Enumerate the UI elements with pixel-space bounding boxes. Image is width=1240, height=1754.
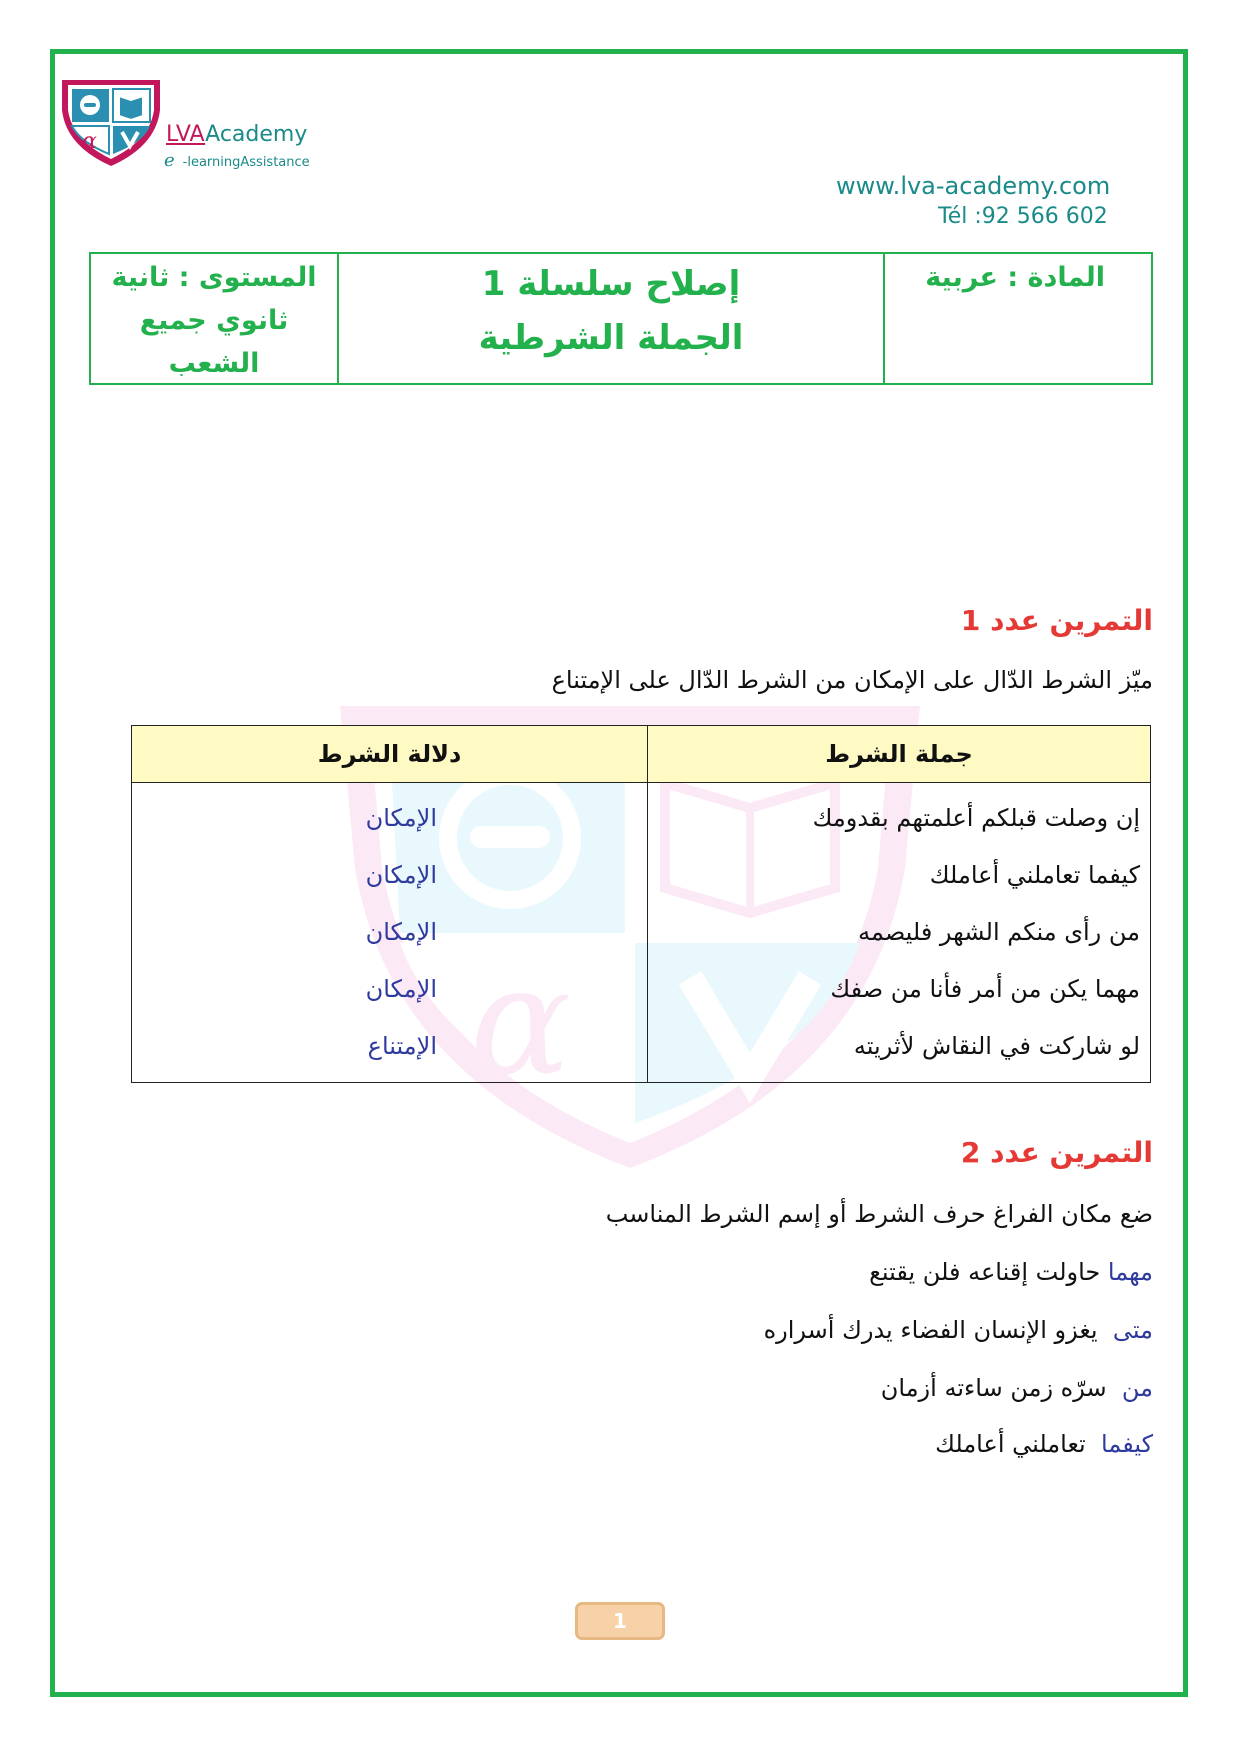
lesson-title: الجملة الشرطية <box>478 318 744 358</box>
svg-text:α: α <box>82 129 97 154</box>
subject-cell <box>885 254 1151 383</box>
meaning-cell: الإمتناع <box>132 1017 648 1083</box>
exercise1-heading: التمرين عدد 1 <box>960 604 1153 637</box>
answer-word: من <box>1121 1374 1153 1402</box>
answer-line <box>935 1430 1153 1458</box>
sentence-cell: كيفما تعاملني أعاملك <box>648 846 1151 903</box>
table-row <box>132 903 1151 960</box>
meaning-cell: الإمكان <box>132 960 648 1017</box>
subject-label: المادة : عربية <box>925 262 1105 293</box>
table-header-row <box>132 726 1151 783</box>
table-row <box>132 960 1151 1017</box>
answer-word: مهما <box>1107 1258 1153 1286</box>
table-row <box>132 1017 1151 1083</box>
level-line3: الشعب <box>168 348 260 379</box>
brand-academy: Academy <box>205 122 308 147</box>
answer-rest: حاولت إقناعه فلن يقتنع <box>869 1258 1101 1286</box>
exercise1-instruction: ميّز الشرط الدّال على الإمكان من الشرط الدّال على الإمتناع <box>551 666 1153 694</box>
tagline-text: -learningAssistance <box>182 155 310 170</box>
meaning-cell: الإمكان <box>132 783 648 847</box>
phone-number: Tél :92 566 602 <box>938 204 1108 229</box>
brand-tagline <box>164 150 310 171</box>
table-row <box>132 846 1151 903</box>
col-meaning-header: دلالة الشرط <box>132 726 648 783</box>
conditions-table <box>131 725 1151 1083</box>
svg-text:α: α <box>470 935 572 1109</box>
level-line1: المستوى : ثانية <box>111 262 317 293</box>
lva-academy-logo <box>58 76 164 168</box>
answer-rest: سرّه زمن ساءته أزمان <box>880 1374 1107 1402</box>
title-cell <box>339 254 885 383</box>
table-row <box>132 783 1151 847</box>
brand-name <box>166 122 307 147</box>
answer-rest: تعاملني أعاملك <box>935 1430 1086 1458</box>
meaning-cell: الإمكان <box>132 846 648 903</box>
answer-line <box>881 1374 1153 1402</box>
info-box <box>89 252 1153 385</box>
level-cell <box>91 254 339 383</box>
exercise2-heading: التمرين عدد 2 <box>960 1136 1153 1169</box>
page-number: 1 <box>575 1602 665 1640</box>
series-title: إصلاح سلسلة 1 <box>481 264 741 304</box>
col-sentence-header: جملة الشرط <box>648 726 1151 783</box>
exercise2-instruction: ضع مكان الفراغ حرف الشرط أو إسم الشرط المناسب <box>605 1200 1153 1228</box>
sentence-cell: إن وصلت قبلكم أعلمتهم بقدومك <box>648 783 1151 847</box>
tagline-e: e <box>164 150 175 171</box>
sentence-cell: لو شاركت في النقاش لأثريته <box>648 1017 1151 1083</box>
meaning-cell: الإمكان <box>132 903 648 960</box>
website-link[interactable]: www.lva-academy.com <box>836 172 1111 200</box>
answer-line <box>764 1316 1153 1344</box>
answer-word: كيفما <box>1101 1430 1153 1458</box>
answer-rest: يغزو الإنسان الفضاء يدرك أسراره <box>763 1316 1098 1344</box>
sentence-cell: مهما يكن من أمر فأنا من صفك <box>648 960 1151 1017</box>
sentence-cell: من رأى منكم الشهر فليصمه <box>648 903 1151 960</box>
answer-word: متى <box>1112 1316 1153 1344</box>
answer-line <box>869 1258 1153 1286</box>
brand-lva: LVA <box>166 122 206 147</box>
level-line2: ثانوي جميع <box>139 305 289 336</box>
